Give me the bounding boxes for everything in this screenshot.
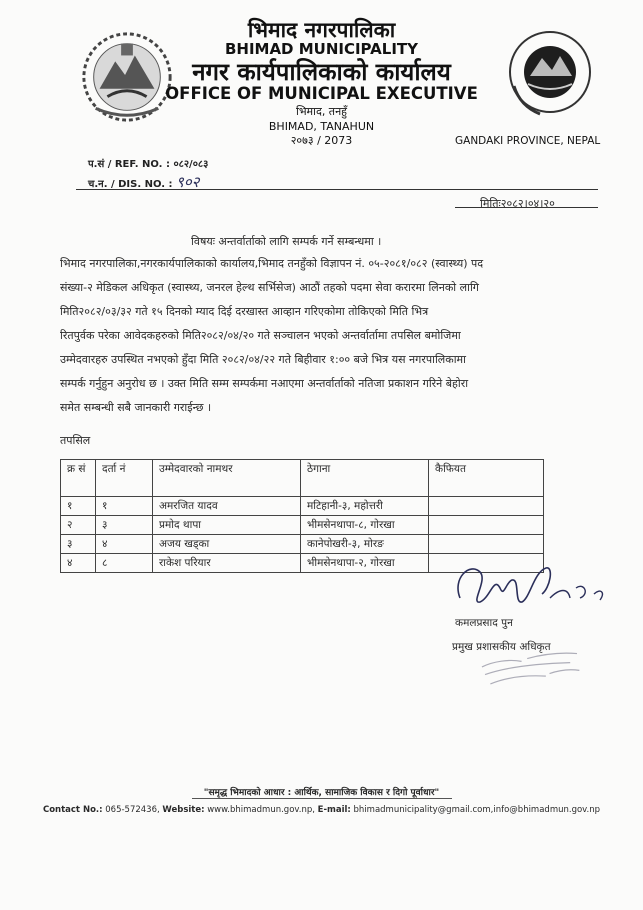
municipality-slogan: "समृद्ध भिमादको आधार : आर्थिक, सामाजिक विकास र दिगो पूर्वाधार" bbox=[203, 788, 440, 798]
contact-info bbox=[0, 805, 643, 815]
table-row bbox=[61, 535, 544, 554]
cell-remarks bbox=[429, 516, 544, 535]
cell-candidate-name: अजय खड्का bbox=[153, 535, 301, 554]
header-registration-no: दर्ता नं bbox=[96, 460, 153, 497]
details-label: तपसिल bbox=[60, 434, 91, 447]
header-candidate-name: उम्मेदवारको नामथर bbox=[153, 460, 301, 497]
email-address: bhimadmunicipality@gmail.com,info@bhimadmun.gov.np bbox=[353, 805, 601, 815]
province-label: GANDAKI PROVINCE, NEPAL bbox=[455, 135, 601, 147]
dispatch-label: च.न. / DIS. NO. : bbox=[88, 179, 173, 190]
header-address: ठेगाना bbox=[301, 460, 429, 497]
reference-value: ०८२/०८३ bbox=[173, 159, 209, 170]
cell-registration-no: ८ bbox=[96, 554, 153, 573]
table-header-row bbox=[61, 460, 544, 497]
cell-serial: ३ bbox=[61, 535, 96, 554]
letter-date: मितिः२०८२।०४।२० bbox=[480, 197, 555, 210]
header-serial: क्र सं bbox=[61, 460, 96, 497]
website-url: www.bhimadmun.gov.np, bbox=[207, 805, 315, 815]
body-line: समेत सम्बन्धी सबै जानकारी गराईन्छ । bbox=[60, 401, 212, 414]
cell-address: कानेपोखरी-३, मोरङ bbox=[301, 535, 429, 554]
footer-divider bbox=[192, 798, 452, 799]
cell-remarks bbox=[429, 535, 544, 554]
office-name-nepali: नगर कार्यपालिकाको कार्यालय bbox=[192, 58, 451, 86]
location-english: BHIMAD, TANAHUN bbox=[268, 120, 375, 133]
table-row bbox=[61, 516, 544, 535]
contact-label: Contact No.: bbox=[42, 805, 103, 815]
dispatch-value-handwritten: ९०२ bbox=[176, 173, 200, 191]
header-remarks: कैफियत bbox=[429, 460, 544, 497]
municipality-name-nepali: भिमाद नगरपालिका bbox=[247, 18, 396, 42]
cell-candidate-name: अमरजित यादव bbox=[153, 497, 301, 516]
cell-registration-no: ४ bbox=[96, 535, 153, 554]
letter-subject: विषयः अन्तर्वार्ताको लागि सम्पर्क गर्ने सम्बन्धमा । bbox=[191, 235, 382, 248]
cell-serial: ४ bbox=[61, 554, 96, 573]
candidate-table bbox=[60, 459, 544, 573]
signatory-name: कमलप्रसाद पुन bbox=[455, 617, 513, 629]
body-line: संख्या-२ मेडिकल अधिकृत (स्वास्थ्य, जनरल हेल्थ सर्भिसेज) आठौं तहको पदमा सेवा करारमा लिनको लागि bbox=[60, 281, 480, 294]
reference-label: प.सं / REF. NO. : bbox=[88, 159, 170, 170]
location-nepali: भिमाद, तनहुँ bbox=[295, 105, 348, 118]
date-divider bbox=[455, 207, 598, 208]
header-divider bbox=[76, 189, 598, 190]
body-line: रितपुर्वक परेका आवेदकहरुको मिति२०८२/०४/२० गते सञ्चालन भएको अन्तर्वार्तामा तपसिल बमोजिमा bbox=[60, 329, 461, 342]
cell-candidate-name: राकेश परियार bbox=[153, 554, 301, 573]
cell-address: मटिहानी-३, महोत्तरी bbox=[301, 497, 429, 516]
cell-serial: १ bbox=[61, 497, 96, 516]
website-label: Website: bbox=[162, 805, 205, 815]
reference-number bbox=[88, 156, 208, 170]
cell-registration-no: ३ bbox=[96, 516, 153, 535]
signatory-title: प्रमुख प्रशासकीय अधिकृत bbox=[452, 641, 551, 653]
table-row bbox=[61, 497, 544, 516]
established-year: २०७३ / 2073 bbox=[290, 134, 353, 147]
contact-number: 065-572436, bbox=[105, 805, 160, 815]
body-line: मिति२०८२/०३/३२ गते १५ दिनको म्याद दिई दरखास्त आव्हान गरिएकोमा तोकिएको मिति भित्र bbox=[60, 305, 429, 318]
body-line: उम्मेदवारहरु उपस्थित नभएको हुँदा मिति २०८२/०४/२२ गते बिहीवार १:०० बजे भित्र यस नगरपालिकामा bbox=[60, 353, 466, 366]
cell-remarks bbox=[429, 497, 544, 516]
cell-address: भीमसेनथापा-८, गोरखा bbox=[301, 516, 429, 535]
cell-address: भीमसेनथापा-२, गोरखा bbox=[301, 554, 429, 573]
official-stamp bbox=[475, 652, 590, 690]
municipality-name-english: BHIMAD MUNICIPALITY bbox=[224, 40, 419, 58]
cell-registration-no: १ bbox=[96, 497, 153, 516]
body-line: भिमाद नगरपालिका,नगरकार्यपालिकाको कार्यालय,भिमाद तनहुँको विज्ञापन नं. ०५-२०८१/०८२ (स्वास्थ्य) पद bbox=[60, 257, 484, 270]
email-label: E-mail: bbox=[317, 805, 351, 815]
cell-serial: २ bbox=[61, 516, 96, 535]
cell-candidate-name: प्रमोद थापा bbox=[153, 516, 301, 535]
body-line: सम्पर्क गर्नुहुन अनुरोध छ । उक्त मिति सम्म सम्पर्कमा नआएमा अन्तर्वार्ताको नतिजा प्रकाशन गरिने बेहोरा bbox=[60, 377, 469, 390]
office-name-english: OFFICE OF MUNICIPAL EXECUTIVE bbox=[165, 84, 478, 103]
